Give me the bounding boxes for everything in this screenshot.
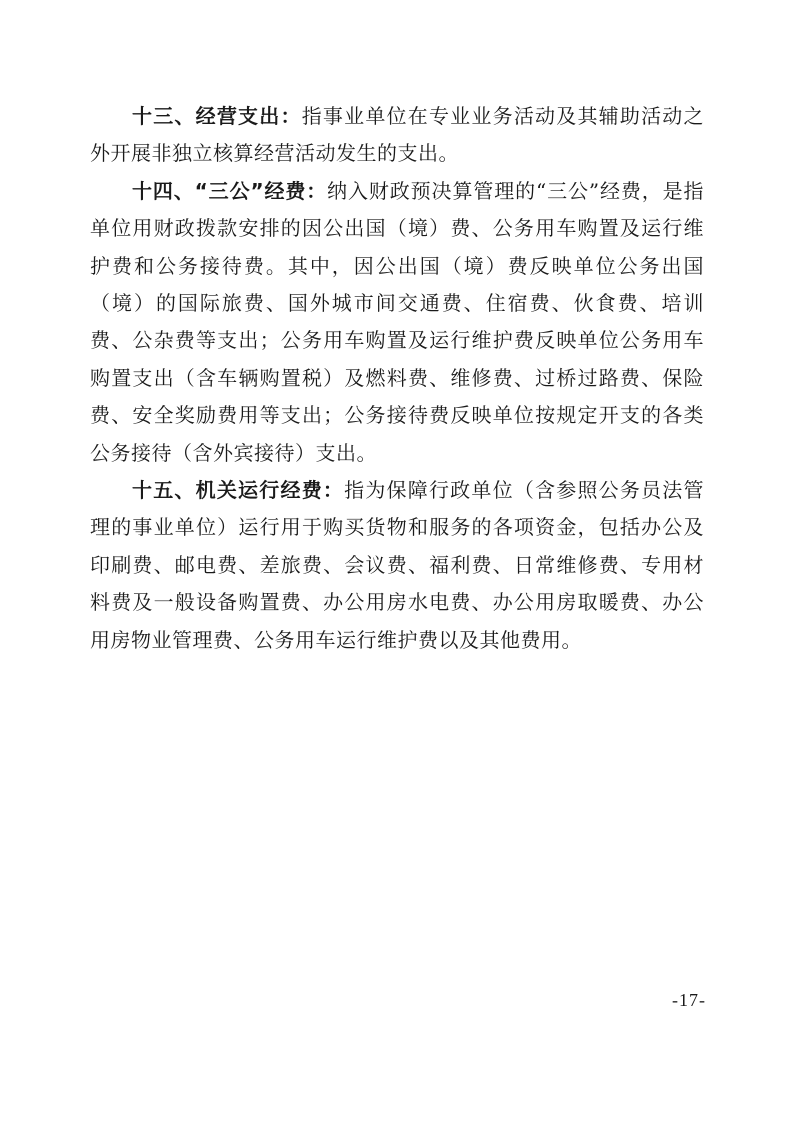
section-term: 十四、“三公”经费： — [132, 178, 328, 203]
section-text: 指为保障行政单位（含参照公务员法管理的事业单位）运行用于购买货物和服务的各项资金，包括办公及印刷费、邮电费、差旅费、会议费、福利费、日常维修费、专用材料费及一般设备购置费、办公用房水电费、办公用房取暖费、办公用房物业管理费、公务用车运行维护费以及其他费用。 — [90, 478, 705, 652]
section-operating-expenditure — [90, 98, 704, 173]
section-term: 十五、机关运行经费： — [132, 478, 345, 503]
section-three-public-expenses — [90, 173, 704, 472]
section-term: 十三、经营支出： — [132, 104, 302, 128]
section-text: 指事业单位在专业业务活动及其辅助活动之外开展非独立核算经营活动发生的支出。 — [90, 104, 705, 166]
page-number: -17- — [672, 990, 706, 1010]
section-text: 纳入财政预决算管理的“三公”经费，是指单位用财政拨款安排的因公出国（境）费、公务用车购置及运行维护费和公务接待费。其中，因公出国（境）费反映单位公务出国（境）的国际旅费、国外城市间交通费、住宿费、伙食费、培训费、公杂费等支出；公务用车购置及运行维护费反映单位公务用车购置支出（含车辆购置税）及燃料费、维修费、过桥过路费、保险费、安全奖励费用等支出；公务接待费反映单位按规定开支的各类公务接待（含外宾接待）支出。 — [90, 178, 705, 465]
section-agency-operating-expenses — [90, 472, 704, 659]
document-body — [90, 98, 704, 659]
